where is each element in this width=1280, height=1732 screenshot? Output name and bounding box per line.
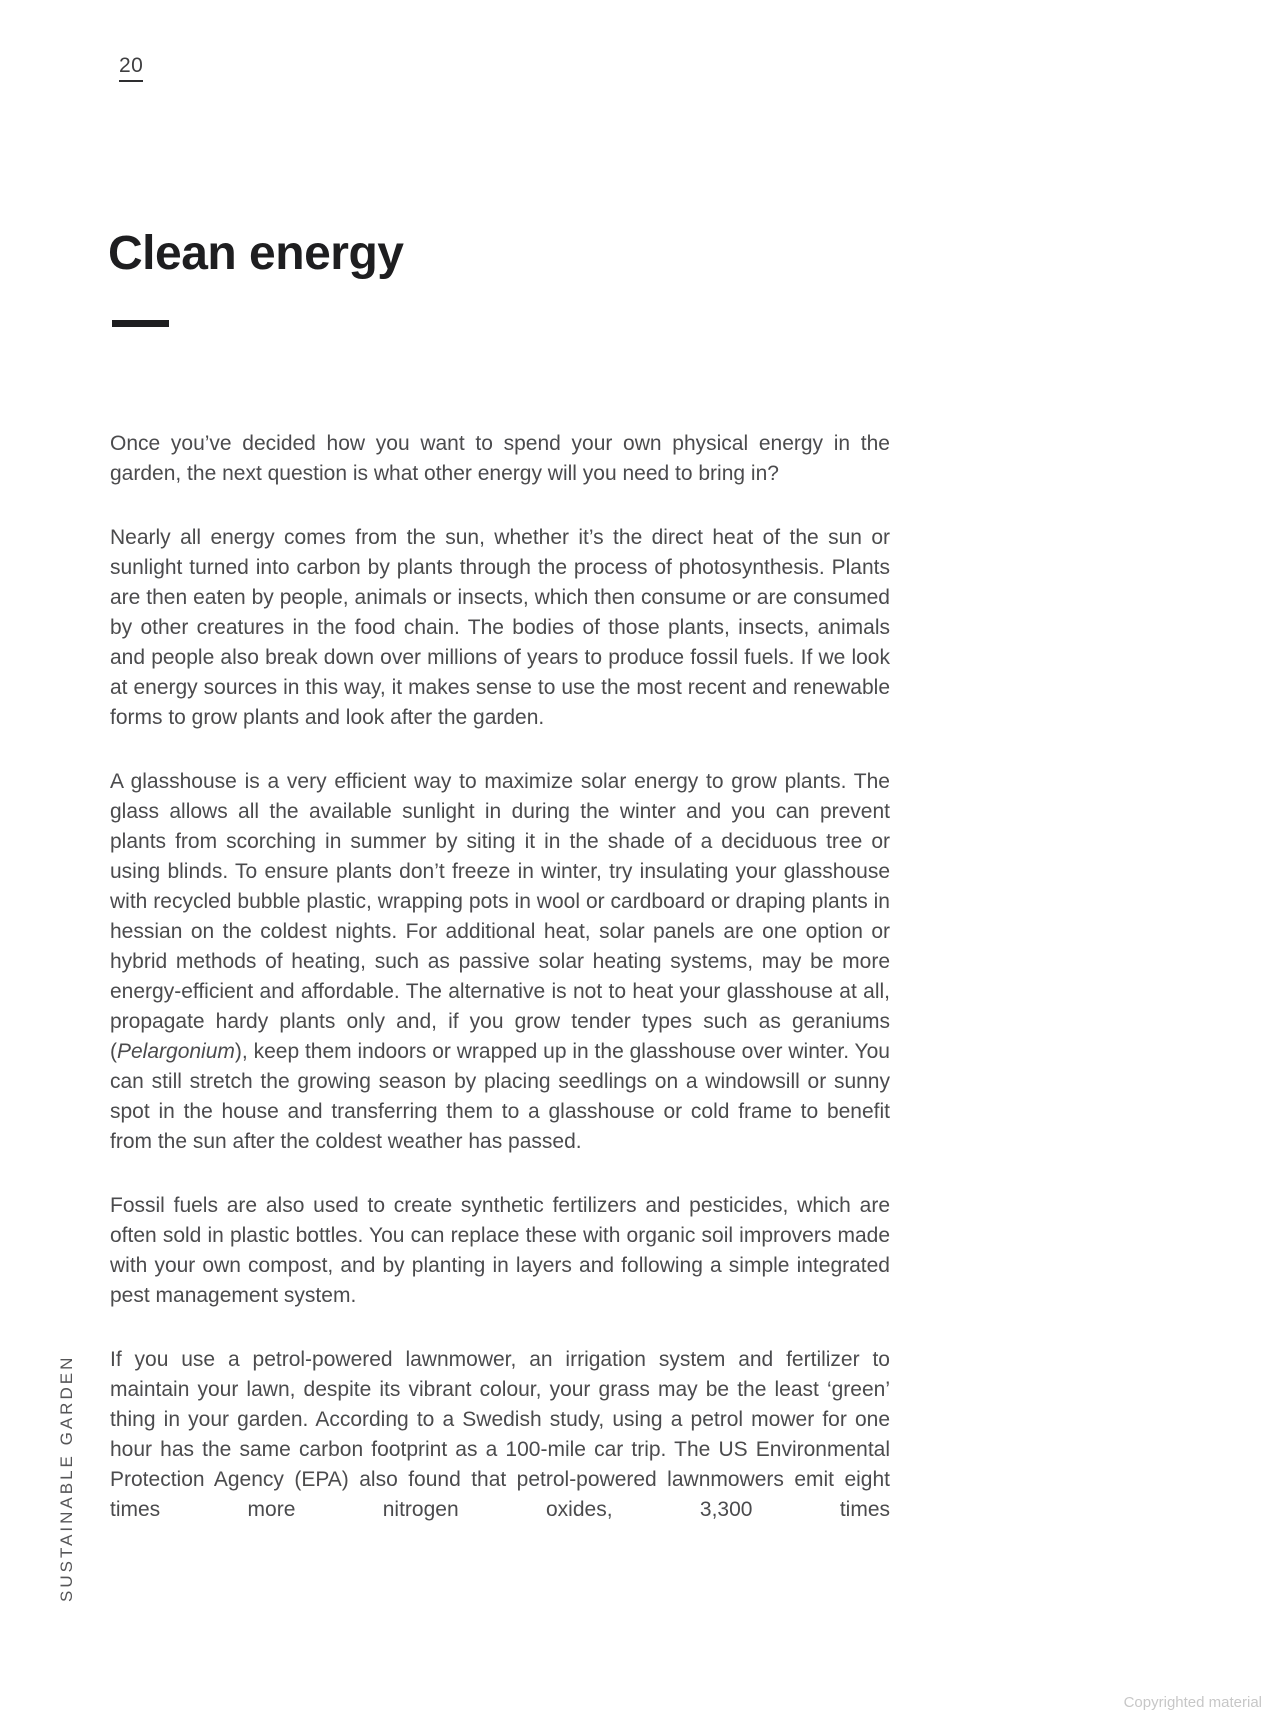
text-run: If you use a petrol-powered lawnmower, an irrigation system and fertilizer to maintain your lawn, despite its vibrant colour, your grass may be the least ‘green’ thing in your garden. According to a Swedish study, using a petrol mower for one hour has the same carbon footprint as a 100-mile car trip. The US Environmental Protection Agency (EPA) also found that petrol-powered lawnmowers emit eight times more nitrogen oxides, 3,300 times [110,1348,890,1521]
text-run: Fossil fuels are also used to create synthetic fertilizers and pesticides, which are often sold in plastic bottles. You can replace these with organic soil improvers made with your own compost, and by planting in layers and following a simple integrated pest management system. [110,1194,890,1307]
paragraph [110,523,890,733]
text-run: Nearly all energy comes from the sun, whether it’s the direct heat of the sun or sunlight turned into carbon by plants through the process of photosynthesis. Plants are then eaten by people, animals or insects, which then consume or are consumed by other creatures in the food chain. The bodies of those plants, insects, animals and people also break down over millions of years to produce fossil fuels. If we look at energy sources in this way, it makes sense to use the most recent and renewable forms to grow plants and look after the garden. [110,526,890,729]
text-run: A glasshouse is a very efficient way to maximize solar energy to grow plants. The glass allows all the available sunlight in during the winter and you can prevent plants from scorching in summer by siting it in the shade of a deciduous tree or using blinds. To ensure plants don’t freeze in winter, try insulating your glasshouse with recycled bubble plastic, wrapping pots in wool or cardboard or draping plants in hessian on the coldest nights. For additional heat, solar panels are one option or hybrid methods of heating, such as passive solar heating systems, may be more energy-efficient and affordable. The alternative is not to heat your glasshouse at all, propagate hardy plants only and, if you grow tender types such as geraniums ( [110,770,890,1063]
italic-text-run: Pelargonium [117,1040,235,1063]
text-run: Once you’ve decided how you want to spend your own physical energy in the garden, the next question is what other energy will you need to bring in? [110,432,890,485]
page-number: 20 [119,54,144,77]
paragraph [110,767,890,1157]
paragraph [110,1191,890,1311]
body-text [110,429,890,1525]
running-sidebar-title: SUSTAINABLE GARDEN [57,1354,76,1602]
chapter-title: Clean energy [108,227,404,280]
copyright-notice: Copyrighted material [1123,1694,1262,1711]
title-dash [112,320,169,327]
paragraph [110,1345,890,1525]
paragraph [110,429,890,489]
page-number-underline [119,80,143,82]
text-run: ), keep them indoors or wrapped up in the glasshouse over winter. You can still stretch the growing season by placing seedlings on a windowsill or sunny spot in the house and transferring them to a glasshouse or cold frame to benefit from the sun after the coldest weather has passed. [110,1040,890,1153]
